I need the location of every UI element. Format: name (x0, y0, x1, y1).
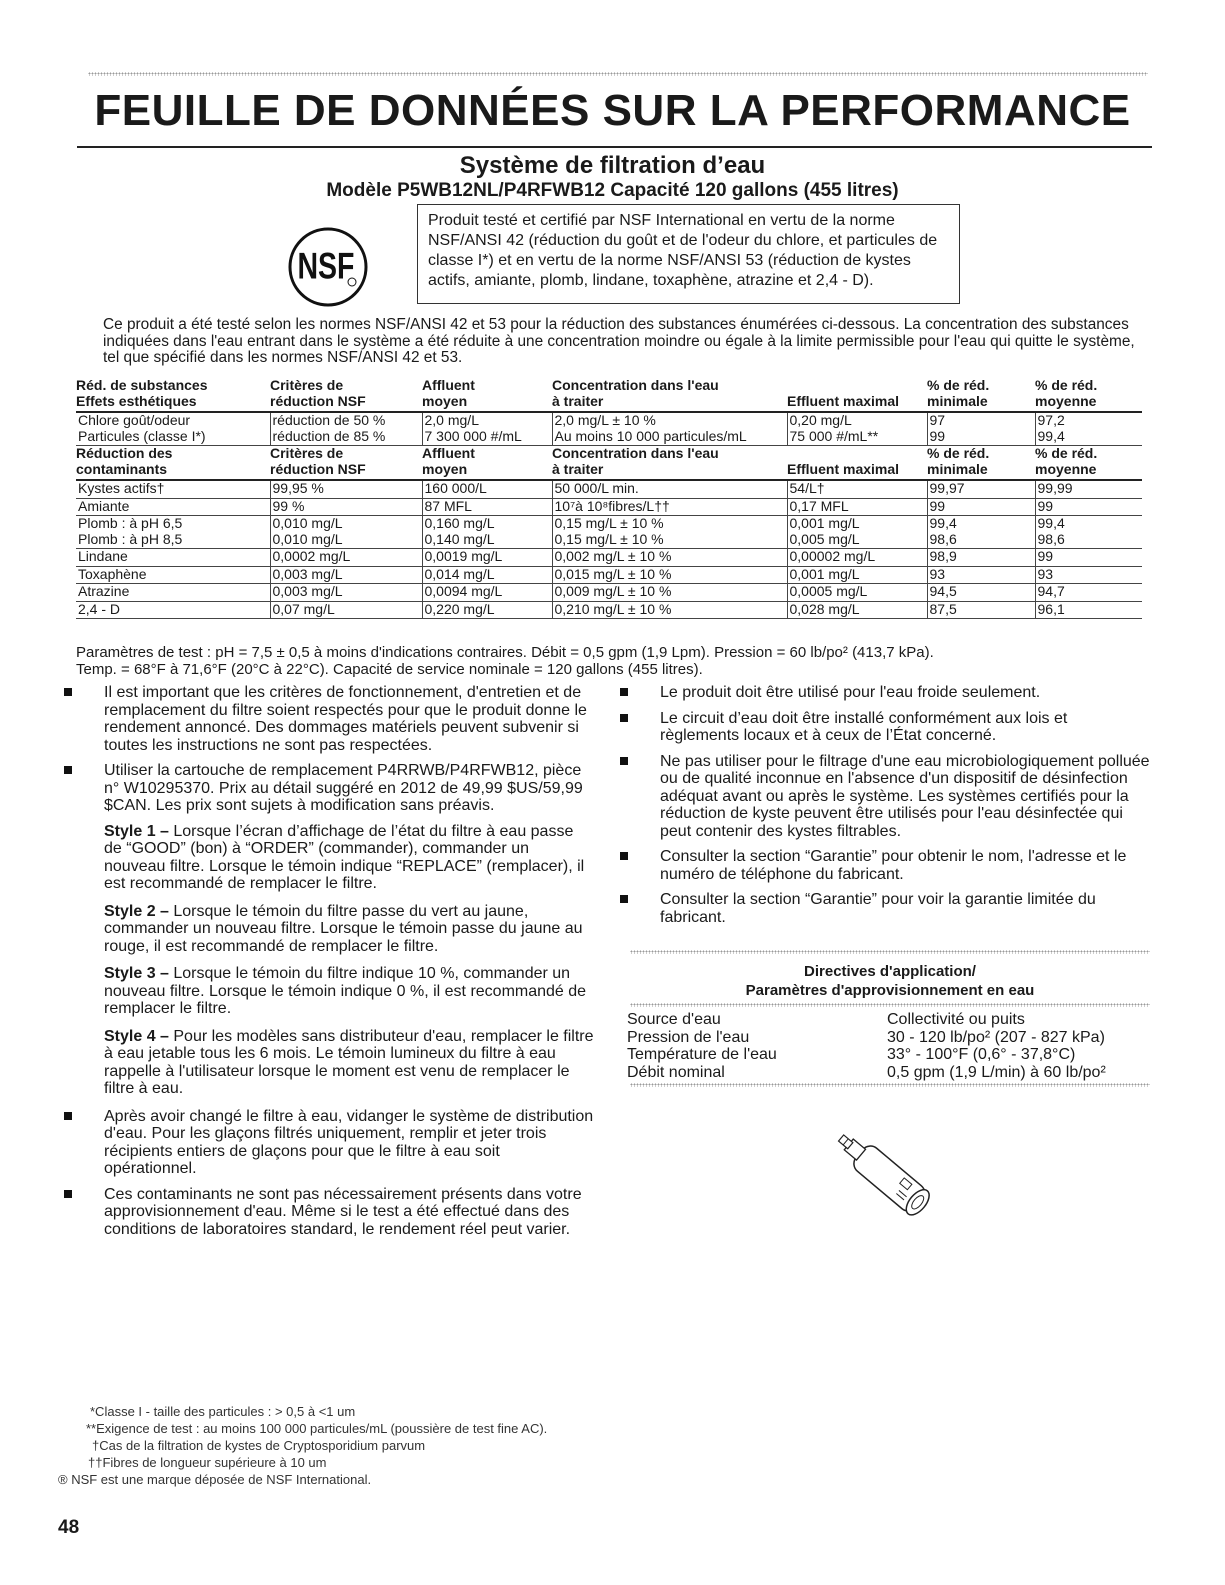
table-cell: 0,0019 mg/L (422, 549, 552, 567)
list-item: Ne pas utiliser pour le filtrage d'une eau microbiologiquement polluée ou de qualité inconnue en l'absence d'un dispositif de désinfection adéquat avant ou après le système. Les systèmes certifiés pour la réduction de kyste peuvent être utilisés pour l'eau désinfectée qui peut contenir des kystes filtrables. (620, 753, 1150, 841)
water-filter-cartridge-illustration (822, 1117, 947, 1232)
intro-paragraph: Ce produit a été testé selon les normes NSF/ANSI 42 et 53 pour la réduction des substances énumérées ci-dessous. La concentration des substances indiquées dans l'eau entrant dans le système a été réduite à une concentration moindre ou égale à la limite permissible pour l'eau qui quitte le système, tel que spécifié dans les normes NSF/ANSI 42 et 53. (103, 316, 1135, 366)
table-cell: 2,0 mg/L 7 300 000 #/mL (422, 412, 552, 446)
bullet-icon (620, 714, 628, 722)
table-cell: 94,5 (927, 584, 1035, 602)
table-cell: 2,4 - D (76, 601, 270, 619)
table-cell: 160 000/L (422, 480, 552, 498)
table-cell: Chlore goût/odeur Particules (classe I*) (76, 412, 270, 446)
svg-text:NSF: NSF (297, 245, 355, 288)
list-item: Le produit doit être utilisé pour l'eau froide seulement. (620, 684, 1150, 702)
column-header: Effluent maximal (787, 378, 927, 412)
table-cell: 99 (927, 498, 1035, 516)
column-header: % de réd. minimale (927, 446, 1035, 481)
table-cell: 97,2 99,4 (1035, 412, 1142, 446)
column-header: Affluent moyen (422, 378, 552, 412)
table-cell: 0,160 mg/L 0,140 mg/L (422, 516, 552, 549)
table-cell: 99,4 98,6 (1035, 516, 1142, 549)
page-title: FEUILLE DE DONNÉES SUR LA PERFORMANCE (94, 86, 1131, 135)
table-row (76, 412, 1142, 446)
bullet-icon (64, 1112, 72, 1120)
footnote: **Exigence de test : au moins 100 000 particules/mL (poussière de test fine AC). (86, 1421, 548, 1436)
certification-box: Produit testé et certifié par NSF International en vertu de la norme NSF/ANSI 42 (réduction du goût et de l'odeur du chlore, et particules de classe I*) et en vertu de la norme NSF/ANSI 53 (réduction de kystes actifs, amiante, plomb, lindane, toxaphène, atrazine et 2,4 - D). (417, 204, 960, 304)
table-cell: Kystes actifs† (76, 480, 270, 498)
table-cell: 0,17 MFL (787, 498, 927, 516)
table-header-row (76, 378, 1142, 412)
column-header: Concentration dans l'eau à traiter (552, 446, 787, 481)
table-cell: 0,210 mg/L ± 10 % (552, 601, 787, 619)
table-cell: 99 (1035, 549, 1142, 567)
table-cell: 99,4 98,6 (927, 516, 1035, 549)
table-cell: 0,15 mg/L ± 10 % 0,15 mg/L ± 10 % (552, 516, 787, 549)
table-cell: 96,1 (1035, 601, 1142, 619)
bullet-icon (64, 688, 72, 696)
list-item: Après avoir changé le filtre à eau, vidanger le système de distribution d'eau. Pour les glaçons filtrés uniquement, remplir et jeter trois récipients entiers de glaçons pour que le filtre à eau soit opérationnel. (64, 1108, 594, 1178)
table-cell: Amiante (76, 498, 270, 516)
left-column (64, 684, 594, 1246)
table-cell: 0,20 mg/L 75 000 #/mL** (787, 412, 927, 446)
column-header: Concentration dans l'eau à traiter (552, 378, 787, 412)
table-cell: 0,07 mg/L (270, 601, 422, 619)
performance-table (76, 378, 1142, 619)
column-header: Critères de réduction NSF (270, 378, 422, 412)
directives-title: Directives d'application/ Paramètres d'approvisionnement en eau (745, 963, 1035, 999)
bullet-icon (620, 852, 628, 860)
footnote: *Classe I - taille des particules : > 0,5 à <1 um (90, 1404, 356, 1419)
column-header: Réd. de substances Effets esthétiques (76, 378, 270, 412)
table-row (76, 498, 1142, 516)
nsf-logo (287, 226, 369, 308)
table-cell: 0,220 mg/L (422, 601, 552, 619)
style-4-paragraph: Style 4 – Pour les modèles sans distributeur d'eau, remplacer le filtre à eau jetable tous les 6 mois. Le témoin lumineux du filtre à eau rappelle à l'utilisateur lorsque le moment est venu de remplacer le filtre à eau. (104, 1027, 594, 1097)
list-item: Consulter la section “Garantie” pour obtenir le nom, l'adresse et le numéro de téléphone du fabricant. (620, 848, 1150, 883)
table-cell: 50 000/L min. (552, 480, 787, 498)
table-row (76, 549, 1142, 567)
column-header: Réduction des contaminants (76, 446, 270, 481)
bullet-icon (64, 1190, 72, 1198)
table-cell: 99,97 (927, 480, 1035, 498)
table-cell: Lindane (76, 549, 270, 567)
style-1-paragraph: Style 1 – Lorsque l’écran d’affichage de l’état du filtre à eau passe de “GOOD” (bon) à “ORDER” (commander), commander un nouveau filtre. Lorsque le témoin indique “REPLACE” (remplacer), il est recommandé de remplacer le filtre. (104, 822, 585, 892)
table-row (76, 480, 1142, 498)
list-item: Ces contaminants ne sont pas nécessairement présents dans votre approvisionnement d'eau. Même si le test a été effectué dans des conditions de laboratoires standard, le rendement réel peut varier. (64, 1186, 594, 1239)
table-cell: réduction de 50 % réduction de 85 % (270, 412, 422, 446)
table-header-row (76, 446, 1142, 481)
table-row (76, 601, 1142, 619)
footnote: †Cas de la filtration de kystes de Cryptosporidium parvum (92, 1438, 426, 1453)
directives-header-rule (630, 1003, 1150, 1007)
table-cell: 0,00002 mg/L (787, 549, 927, 567)
directives-bottom-rule (630, 1083, 1150, 1087)
table-cell: 0,0005 mg/L (787, 584, 927, 602)
column-header: Affluent moyen (422, 446, 552, 481)
table-cell: 99,99 (1035, 480, 1142, 498)
table-cell: 0,001 mg/L (787, 566, 927, 584)
section-subtitle: Système de filtration d’eau (459, 152, 766, 179)
table-cell: 0,028 mg/L (787, 601, 927, 619)
top-dotted-rule (88, 72, 1148, 76)
table-row (76, 516, 1142, 549)
model-line: Modèle P5WB12NL/P4RFWB12 Capacité 120 gallons (455 litres) (326, 180, 899, 201)
table-cell: 0,014 mg/L (422, 566, 552, 584)
table-cell: 0,015 mg/L ± 10 % (552, 566, 787, 584)
bullet-icon (620, 688, 628, 696)
directives-top-rule (630, 950, 1150, 954)
table-cell: 54/L† (787, 480, 927, 498)
column-header: % de réd. minimale (927, 378, 1035, 412)
list-item: Utiliser la cartouche de remplacement P4RRWB/P4RFWB12, pièce n° W10295370. Prix au détail suggéré en 2012 de 49,99 $US/59,99 $CAN. Les prix sont sujets à modification sans préavis. (64, 762, 594, 815)
list-item: Consulter la section “Garantie” pour voir la garantie limitée du fabricant. (620, 891, 1150, 926)
table-cell: 0,0002 mg/L (270, 549, 422, 567)
footnotes (58, 1403, 547, 1488)
table-cell: 93 (1035, 566, 1142, 584)
style-2-paragraph: Style 2 – Lorsque le témoin du filtre passe du vert au jaune, commander un nouveau filtre. Lorsque le témoin passe du jaune au rouge, il est recommandé de remplacer le filtre. (104, 902, 583, 955)
supply-parameters-table (627, 1011, 1147, 1081)
table-row: Température de l'eau 33° - 100°F (0,6° - 37,8°C) (627, 1046, 1076, 1063)
table-cell: Plomb : à pH 6,5 Plomb : à pH 8,5 (76, 516, 270, 549)
table-cell: 0,003 mg/L (270, 584, 422, 602)
table-cell: 0,0094 mg/L (422, 584, 552, 602)
table-cell: 94,7 (1035, 584, 1142, 602)
style-3-paragraph: Style 3 – Lorsque le témoin du filtre indique 10 %, commander un nouveau filtre. Lorsque le témoin indique 0 %, il est recommandé de remplacer le filtre. (104, 965, 587, 1017)
table-cell: 0,001 mg/L 0,005 mg/L (787, 516, 927, 549)
column-header: % de réd. moyenne (1035, 378, 1142, 412)
table-cell: Toxaphène (76, 566, 270, 584)
bullet-icon (64, 766, 72, 774)
table-cell: 98,9 (927, 549, 1035, 567)
right-column (620, 684, 1150, 934)
bullet-icon (620, 757, 628, 765)
table-cell: 0,010 mg/L 0,010 mg/L (270, 516, 422, 549)
list-item: Il est important que les critères de fonctionnement, d'entretien et de remplacement du filtre soient respectés pour que le produit donne le rendement annoncé. Des dommages matériels peuvent subvenir si toutes les instructions ne sont pas respectées. (64, 684, 594, 754)
table-cell: 87 MFL (422, 498, 552, 516)
title-rule (77, 146, 1152, 148)
table-cell: 10⁷à 10⁸fibres/L†† (552, 498, 787, 516)
table-row: Source d'eau Collectivité ou puits (627, 1011, 1025, 1028)
column-header: Effluent maximal (787, 446, 927, 481)
table-cell: 97 99 (927, 412, 1035, 446)
table-row: Pression de l'eau 30 - 120 lb/po² (207 - 827 kPa) (627, 1028, 1105, 1046)
column-header: Critères de réduction NSF (270, 446, 422, 481)
table-cell: 0,009 mg/L ± 10 % (552, 584, 787, 602)
test-parameters: Paramètres de test : pH = 7,5 ± 0,5 à moins d'indications contraires. Débit = 0,5 gpm (1,9 Lpm). Pression = 60 lb/po² (413,7 kPa). Temp. = 68°F à 71,6°F (20°C à 22°C). Capacité de service nominale = 120 gallons (455 litres). (76, 644, 934, 678)
page-number: 48 (58, 1517, 80, 1538)
table-cell: 0,003 mg/L (270, 566, 422, 584)
table-cell: 99 (1035, 498, 1142, 516)
table-cell: 93 (927, 566, 1035, 584)
table-cell: 0,002 mg/L ± 10 % (552, 549, 787, 567)
table-cell: 99,95 % (270, 480, 422, 498)
table-row (76, 584, 1142, 602)
list-item: Le circuit d’eau doit être installé conformément aux lois et règlements locaux et à ceux de l’État concerné. (620, 710, 1150, 745)
table-row (76, 566, 1142, 584)
column-header: % de réd. moyenne (1035, 446, 1142, 481)
table-row: Débit nominal 0,5 gpm (1,9 L/min) à 60 lb/po² (627, 1063, 1106, 1081)
footnote: ††Fibres de longueur supérieure à 10 um (88, 1455, 327, 1470)
footnote: ® NSF est une marque déposée de NSF International. (58, 1472, 372, 1487)
table-cell: Atrazine (76, 584, 270, 602)
bullet-icon (620, 895, 628, 903)
table-cell: 99 % (270, 498, 422, 516)
table-cell: 87,5 (927, 601, 1035, 619)
table-cell: 2,0 mg/L ± 10 % Au moins 10 000 particules/mL (552, 412, 787, 446)
